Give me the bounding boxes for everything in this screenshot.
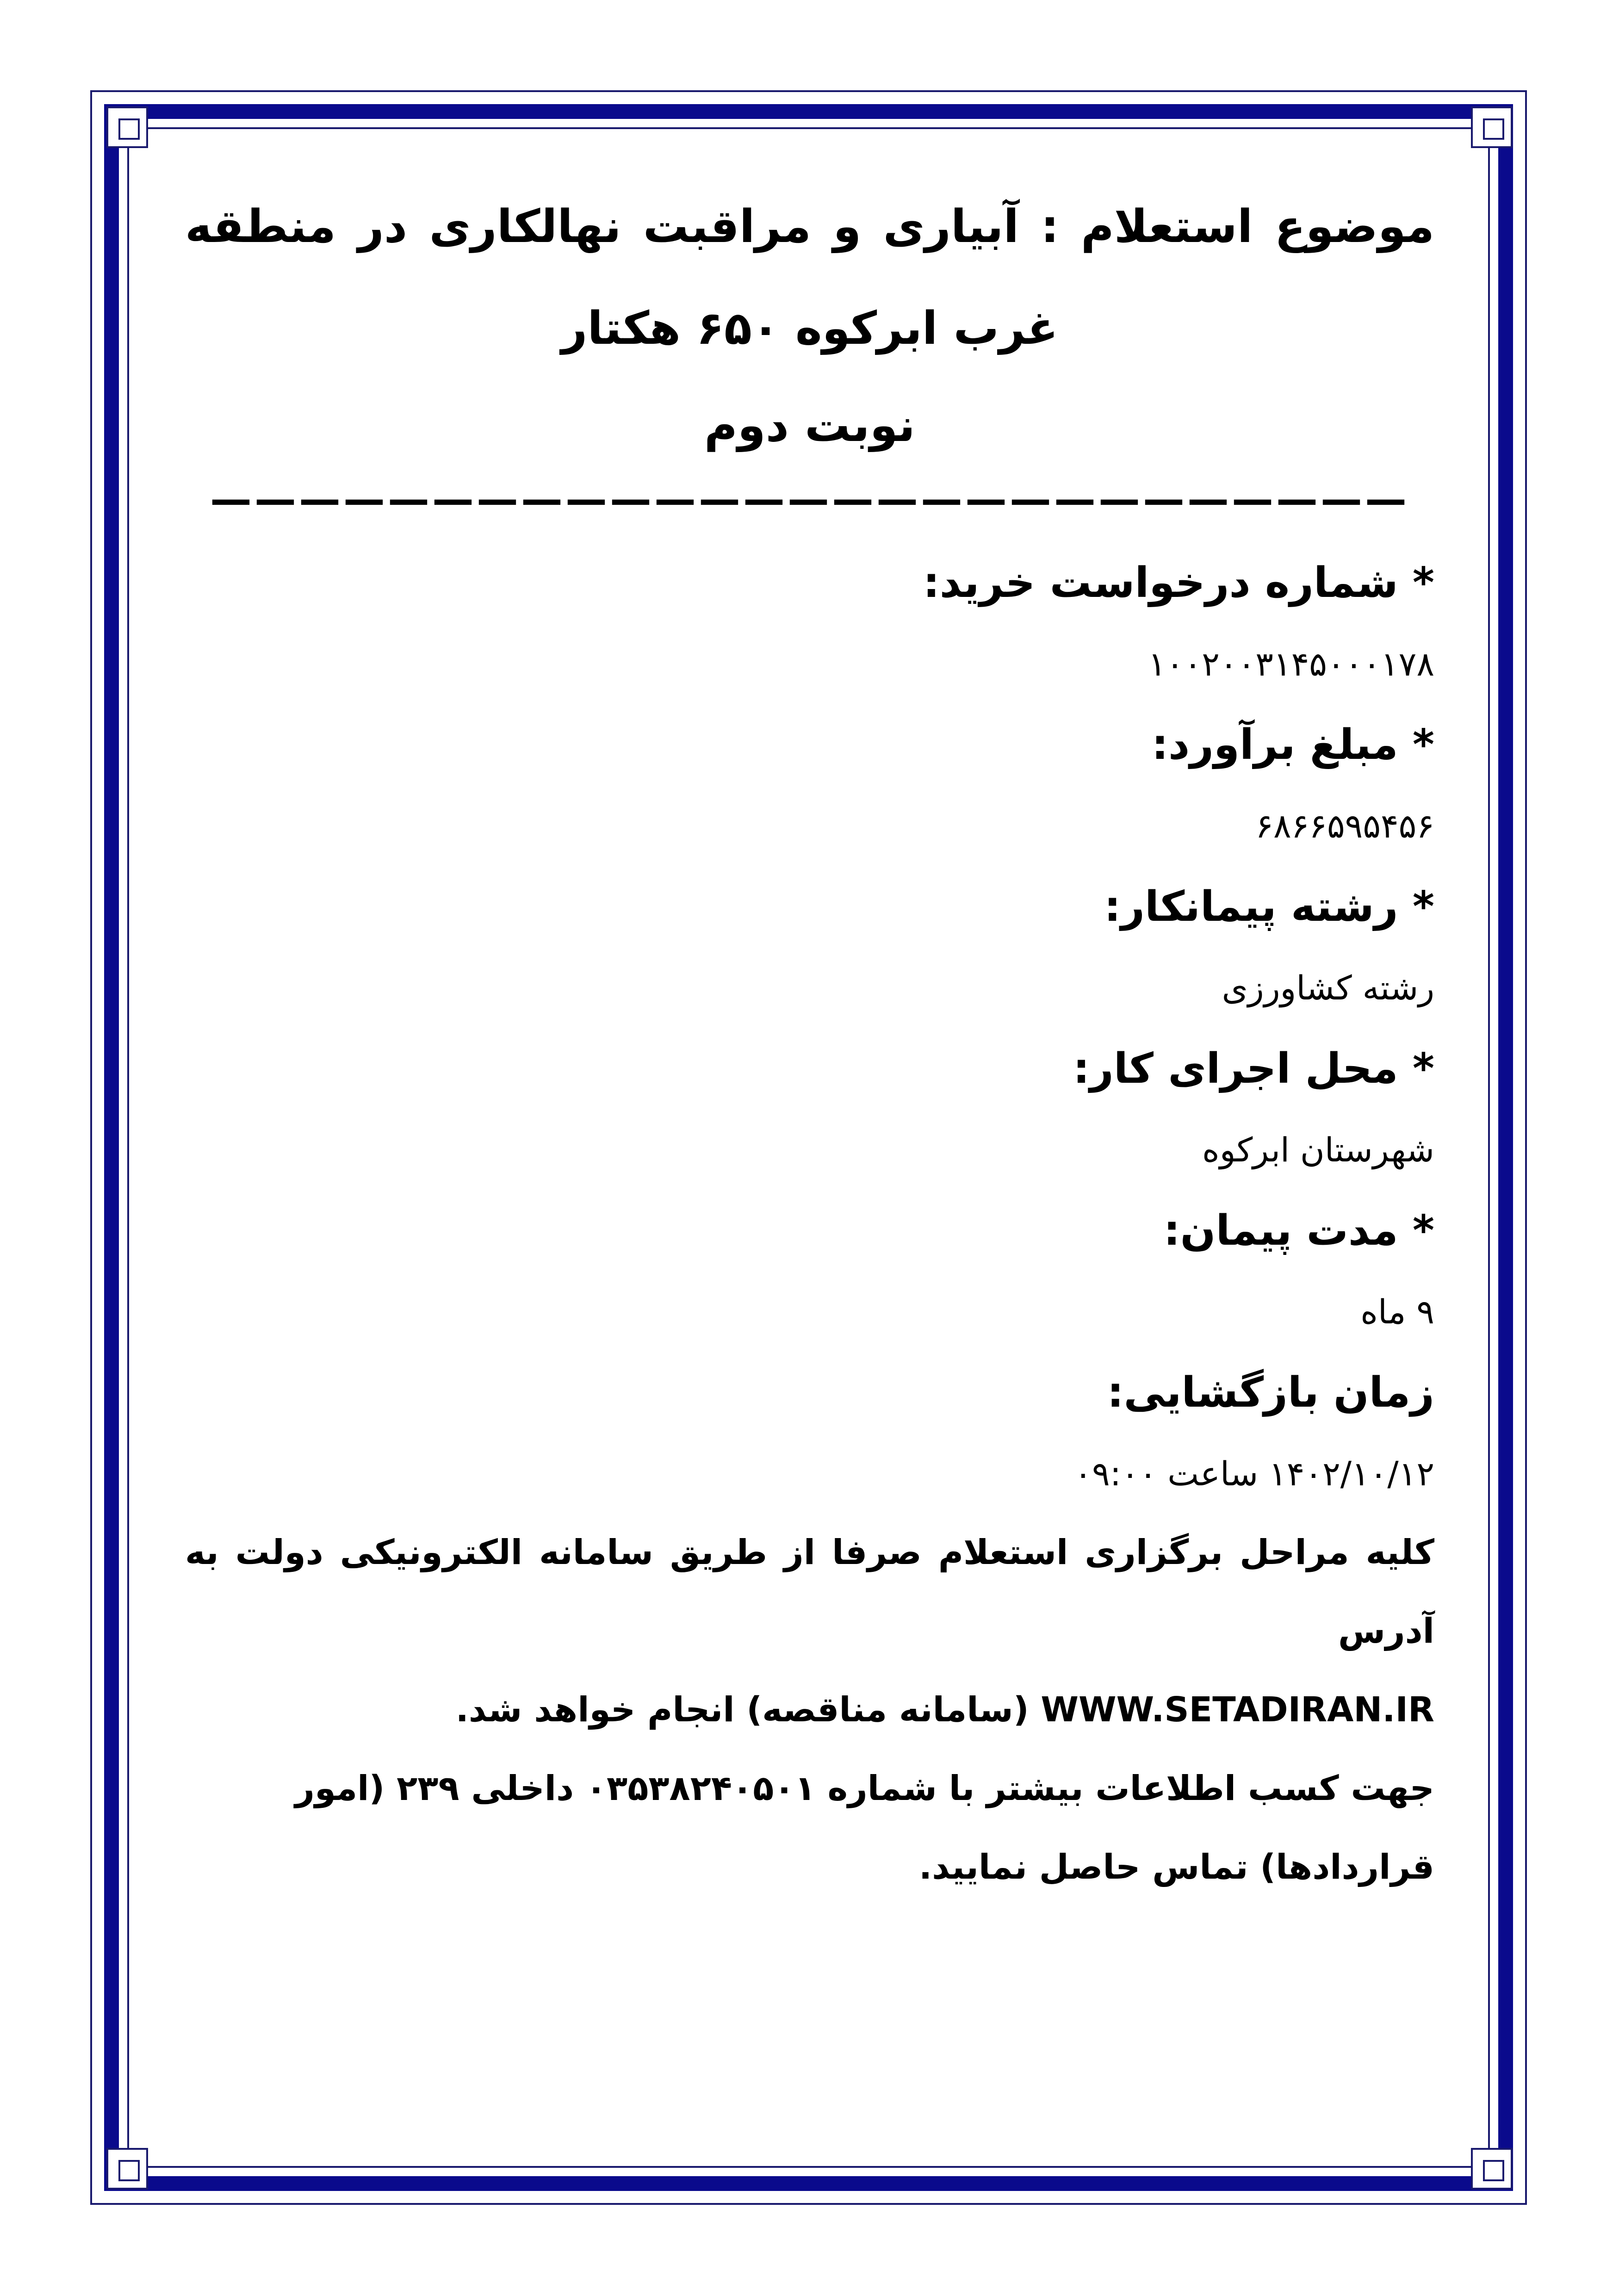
contractor-field-value: رشته کشاورزی — [1222, 968, 1434, 1007]
frame-corner-bottom-right — [1471, 2148, 1513, 2190]
opening-time-value: ۱۴۰۲/۱۰/۱۲ ساعت ۰۹:۰۰ — [1074, 1454, 1434, 1493]
document-body — [185, 176, 1434, 1906]
frame-corner-top-right — [1471, 106, 1513, 148]
contract-duration-heading: * مدت پیمان: — [1163, 1206, 1434, 1255]
contract-duration-value: ۹ ماه — [1360, 1292, 1434, 1331]
frame-corner-bottom-left — [106, 2148, 148, 2190]
procedure-paragraph-line1: کلیه مراحل برگزاری استعلام صرفا از طریق سامانه الکترونیکی دولت به آدرس — [185, 1533, 1434, 1651]
opening-time-heading: زمان بازگشایی: — [1107, 1368, 1434, 1417]
work-location-value: شهرستان ابرکوه — [1202, 1130, 1434, 1169]
contractor-field-heading: * رشته پیمانکار: — [1104, 882, 1434, 931]
estimate-amount-value: ۶۸۶۶۵۹۵۴۵۶ — [1255, 807, 1434, 845]
purchase-request-heading: * شماره درخواست خرید: — [923, 558, 1434, 607]
estimate-amount-heading: * مبلغ برآورد: — [1152, 720, 1434, 769]
setadiran-url: WWW.SETADIRAN.IR — [1041, 1690, 1434, 1730]
separator-line: ——————————————————————————— — [210, 475, 1409, 524]
procedure-paragraph-rest: (سامانه مناقصه) انجام خواهد شد. — [455, 1690, 1029, 1730]
procedure-paragraph-line2 — [185, 1670, 1434, 1749]
purchase-request-number: ۱۰۰۲۰۰۳۱۴۵۰۰۰۱۷۸ — [1148, 645, 1434, 683]
document-title: موضوع استعلام : آبیاری و مراقبت نهالکاری در منطقه غرب ابرکوه ۶۵۰ هکتار — [185, 200, 1434, 355]
contact-paragraph-line1: جهت کسب اطلاعات بیشتر با شماره ۰۳۵۳۸۲۴۰۵۰۱ داخلی ۲۳۹ (امور — [295, 1769, 1434, 1808]
work-location-heading: * محل اجرای کار: — [1073, 1044, 1434, 1093]
frame-corner-top-left — [106, 106, 148, 148]
document-subtitle: نوبت دوم — [704, 399, 915, 452]
contact-paragraph-line2: قراردادها) تماس حاصل نمایید. — [919, 1847, 1434, 1887]
